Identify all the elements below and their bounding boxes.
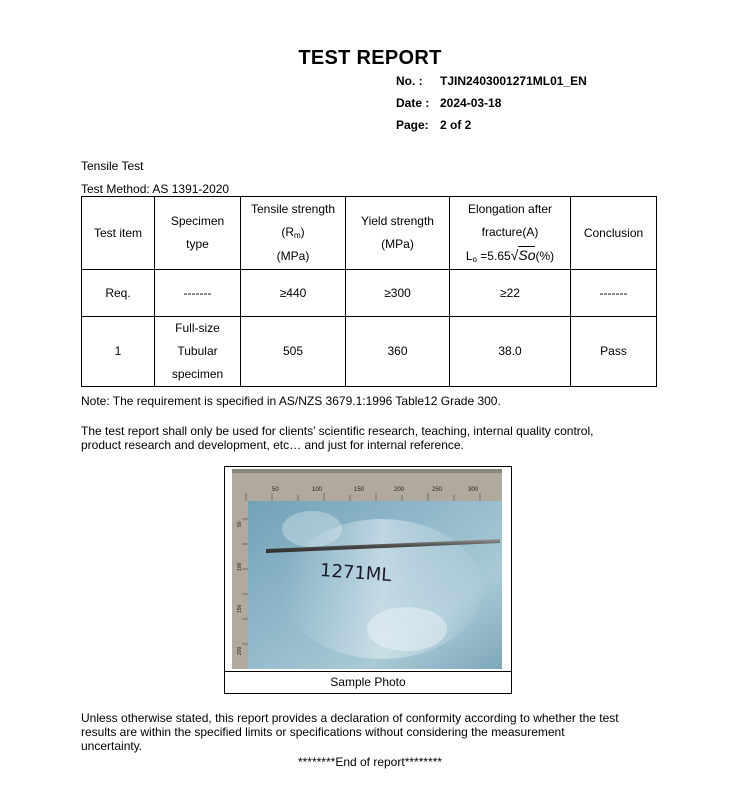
cell-req-yield: ≥300	[346, 270, 450, 317]
cell-req-tensile: ≥440	[241, 270, 346, 317]
cell-yield: 360	[346, 317, 450, 387]
ruler-label-150: 150	[354, 487, 365, 493]
table-row-result	[82, 317, 657, 387]
handwritten-label: 1271ML	[319, 560, 393, 587]
cell-req-conclusion: -------	[571, 270, 657, 317]
requirement-note: Note: The requirement is specified in AS/NZS 3679.1:1996 Table12 Grade 300.	[81, 394, 501, 408]
header-specimen-type: Specimen type	[155, 197, 241, 270]
ruler-label-50: 50	[272, 487, 279, 493]
ruler-left-200: 200	[237, 646, 243, 655]
section-heading: Tensile Test	[81, 159, 144, 173]
ruler-label-300: 300	[468, 487, 479, 493]
conformity-line-3: uncertainty.	[81, 739, 143, 753]
sample-photo-image	[232, 469, 502, 669]
header-conclusion: Conclusion	[571, 197, 657, 270]
header-yield-strength: Yield strength (MPa)	[346, 197, 450, 270]
report-number: No. : TJIN2403001271ML01_EN	[396, 74, 587, 88]
report-date: Date : 2024-03-18	[396, 96, 502, 110]
cell-item: 1	[82, 317, 155, 387]
ruler-left-150: 150	[237, 604, 243, 613]
cell-req-specimen: -------	[155, 270, 241, 317]
ruler-left-50: 50	[237, 521, 243, 527]
test-method: Test Method: AS 1391-2020	[81, 182, 230, 196]
table-row-requirement	[82, 270, 657, 317]
ruler-label-100: 100	[312, 487, 323, 493]
ruler-left-100: 100	[237, 562, 243, 571]
photo-caption: Sample Photo	[225, 671, 511, 694]
report-title: TEST REPORT	[298, 47, 442, 69]
header-elongation: Elongation after fracture(A) Lo =5.65√So(%)	[450, 197, 571, 270]
report-page: Page: 2 of 2	[396, 118, 472, 132]
usage-statement-line-2: product research and development, etc… and just for internal reference.	[81, 438, 464, 452]
cell-req-elongation: ≥22	[450, 270, 571, 317]
results-table	[81, 196, 657, 387]
ruler-label-250: 250	[432, 487, 443, 493]
conformity-line-1: Unless otherwise stated, this report provides a declaration of conformity according to whether the test	[81, 711, 619, 725]
usage-statement-line-1: The test report shall only be used for clients’ scientific research, teaching, internal quality control,	[81, 424, 594, 438]
end-of-report: ********End of report********	[297, 755, 443, 769]
cell-elongation: 38.0	[450, 317, 571, 387]
table-header-row	[82, 197, 657, 270]
sample-photo	[232, 469, 502, 669]
cell-tensile: 505	[241, 317, 346, 387]
cell-req-item: Req.	[82, 270, 155, 317]
header-test-item: Test item	[82, 197, 155, 270]
sqrt-symbol: √	[510, 246, 519, 263]
conformity-line-2: results are within the specified limits or specifications without considering the measurement	[81, 725, 565, 739]
cell-specimen-type: Full-size Tubular specimen	[155, 317, 241, 387]
ruler-label-200: 200	[394, 487, 405, 493]
header-tensile-strength: Tensile strength (Rm) (MPa)	[241, 197, 346, 270]
cell-conclusion: Pass	[571, 317, 657, 387]
